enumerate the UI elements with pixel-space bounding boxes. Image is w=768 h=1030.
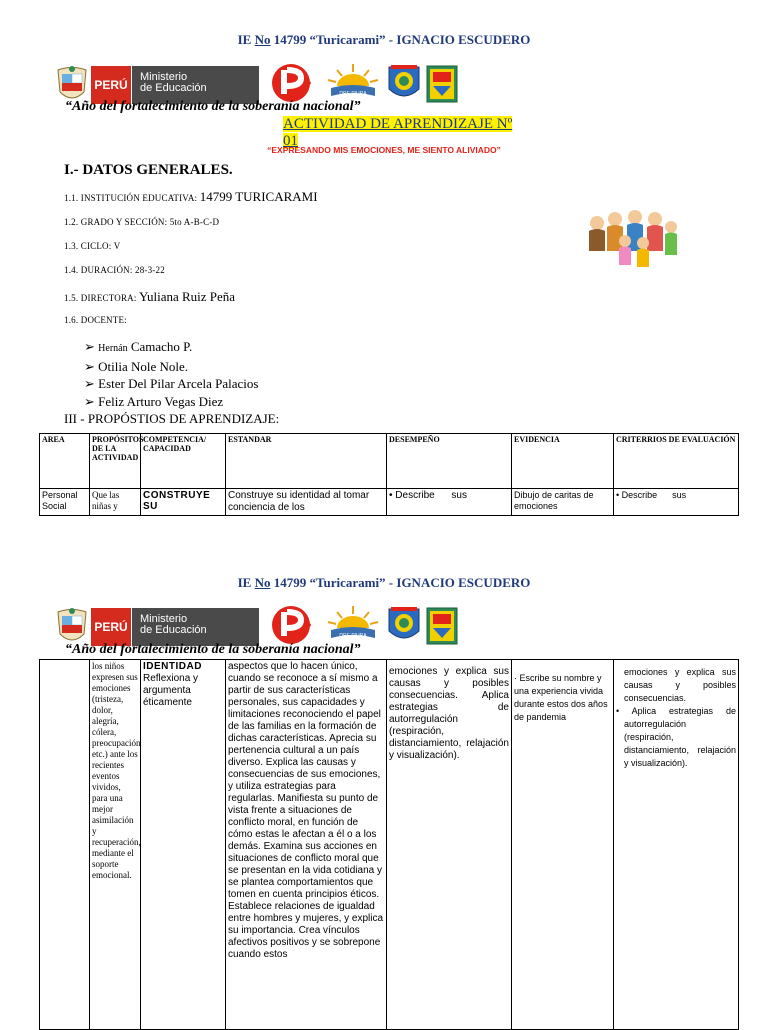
- cell-desempeno: • Describe sus: [387, 489, 512, 516]
- activity-title: ACTIVIDAD DE APRENDIZAJE Nº 01: [283, 116, 513, 149]
- family-illustration: [585, 205, 681, 276]
- lema-page2: “Año del fortalecimiento de la soberanía nacional”: [65, 642, 361, 657]
- field-docente: 1.6. DOCENTE:: [64, 315, 127, 325]
- col-estandar: ESTANDAR: [226, 434, 387, 489]
- field-duracion: 1.4. DURACIÓN: 28-3-22: [64, 265, 165, 275]
- propositos-table-continued: [39, 659, 739, 1030]
- table-row: [40, 489, 739, 516]
- cell-estandar: Construye su identidad al tomar conciencia de los: [226, 489, 387, 516]
- section-datos-generales: I.- DATOS GENERALES.: [64, 162, 233, 178]
- school-flag-logo: [425, 604, 459, 651]
- peru-coat-of-arms-icon: [55, 608, 89, 646]
- ministry-brand: Ministerio de Educación: [132, 608, 259, 646]
- cell-area: [40, 660, 90, 1030]
- table-row: [40, 660, 739, 1030]
- col-criterios: CRITERRIOS DE EVALUACIÓN: [614, 434, 739, 489]
- school-emblem-icon: [387, 63, 421, 108]
- school-emblem-icon: [387, 605, 421, 650]
- section-propositos: III - PROPÓSTIOS DE APRENDIZAJE:: [64, 411, 280, 426]
- school-header: IE No 14799 “Turicarami” - IGNACIO ESCUDERO: [237, 32, 531, 47]
- propositos-table: [39, 433, 739, 516]
- cell-criterios: emociones y explica sus causas y posibles consecuencias. • Aplica estrategias de autorregulación (respiración, distanciamiento, relajación y visualización).: [614, 660, 739, 1030]
- dre-label: DRE PIURA: [339, 632, 367, 639]
- docentes-list: [84, 338, 258, 410]
- cell-criterios: • Describe sus: [614, 489, 739, 516]
- col-evidencia: EVIDENCIA: [512, 434, 614, 489]
- cell-proposito: Que las niñas y: [90, 489, 141, 516]
- list-item: ➢ Feliz Arturo Vegas Diez: [84, 393, 224, 409]
- dre-label: DRE PIURA: [339, 90, 367, 97]
- field-directora: 1.5. DIRECTORA: Yuliana Ruiz Peña: [64, 289, 236, 304]
- cell-evidencia: · Escribe su nombre y una experiencia vivida durante estos dos años de pandemia: [512, 660, 614, 1030]
- col-desempeno: DESEMPEÑO: [387, 434, 512, 489]
- list-item: ➢ Hernán Camacho P.: [84, 339, 193, 354]
- cell-estandar: aspectos que lo hacen único, cuando se reconoce a sí mismo a partir de sus características personales, sus capacidades y limitaciones reconociendo el papel de las familias en la formación de dichas características. Aprecia su pertenencia cultural a un país diverso. Explica las causas y consecuencias de sus emociones, y utiliza estrategias para regularlas. Manifiesta su punto de vista frente a situaciones de conflicto moral, en función de cómo estas le afectan a él o a los demás. Examina sus acciones en situaciones de conflicto moral que se presentan en la vida cotidiana y se plantea comportamientos que tomen en cuenta principios éticos. Establece relaciones de igualdad entre hombres y mujeres, y explica su importancia. Crea vínculos afectivos positivos y se sobrepone cuando estos: [226, 660, 387, 1030]
- cell-desempeno: emociones y explica sus causas y posibles consecuencias. Aplica estrategias de autorregulación (respiración, distanciamiento, relajación y visualización).: [387, 660, 512, 1030]
- peru-brand: PERÚ: [91, 66, 131, 104]
- list-item: ➢ Otilia Nole Nole.: [84, 358, 189, 374]
- col-area: AREA: [40, 434, 90, 489]
- table-header-row: [40, 434, 739, 489]
- col-competencia: COMPETENCIA/ CAPACIDAD: [141, 434, 226, 489]
- cell-competencia: IDENTIDAD Reflexiona y argumenta éticamente: [141, 660, 226, 1030]
- cell-area: Personal Social: [40, 489, 90, 516]
- activity-subtitle: “EXPRESANDO MIS EMOCIONES, ME SIENTO ALIVIADO”: [267, 145, 501, 155]
- col-propositos: PROPÓSITOS DE LA ACTIVIDAD: [90, 434, 141, 489]
- cell-proposito: los niños expresen sus emociones (tristeza, dolor, alegría, cólera, preocupación etc.) ante los recientes eventos vividos, para una mejor asimilación y recuperación, mediante el soporte emocional.: [90, 660, 141, 1030]
- cell-competencia: CONSTRUYE SU: [141, 489, 226, 516]
- list-item: ➢ Ester Del Pilar Arcela Palacios: [84, 376, 259, 391]
- peru-brand: PERÚ: [91, 608, 131, 646]
- lema: “Año del fortalecimiento de la soberanía nacional”: [65, 99, 361, 114]
- field-grado: 1.2. GRADO Y SECCIÓN: 5to A-B-C-D: [64, 217, 220, 227]
- field-institucion: 1.1. INSTITUCIÓN EDUCATIVA: 14799 TURICARAMI: [64, 189, 318, 204]
- cell-evidencia: Dibujo de caritas de emociones: [512, 489, 614, 516]
- school-flag-logo: [425, 62, 459, 109]
- field-ciclo: 1.3. CICLO: V: [64, 241, 121, 251]
- ministry-brand: Ministerio de Educación: [132, 66, 259, 104]
- school-header-page2: IE No 14799 “Turicarami” - IGNACIO ESCUDERO: [237, 575, 531, 590]
